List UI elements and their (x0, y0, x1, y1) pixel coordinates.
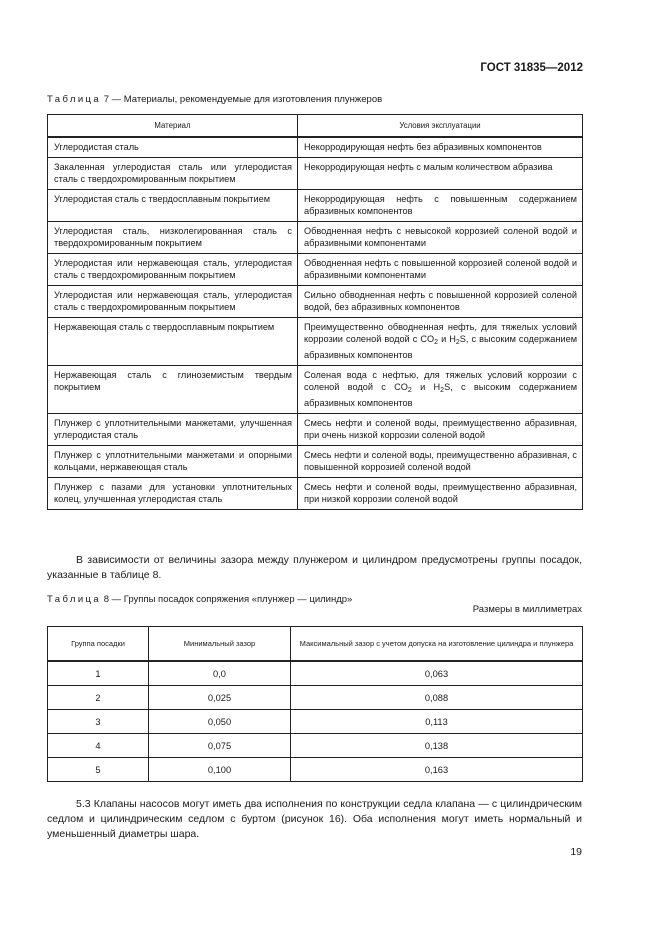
conditions-cell: Смесь нефти и соленой воды, преимущественно абразивная, при низкой коррозии соленой водой (298, 478, 583, 510)
table-row (48, 190, 583, 222)
min-gap-cell: 0,0 (149, 661, 291, 686)
conditions-cell: Некорродирующая нефть без абразивных компонентов (298, 137, 583, 158)
table-row (48, 686, 583, 710)
table-row (48, 137, 583, 158)
paragraph-valves: 5.3 Клапаны насосов могут иметь два исполнения по конструкции седла клапана — с цилиндрическим седлом и цилиндрическим седлом с буртом (рисунок 16). Оба исполнения могут иметь нормальный и уменьшенный диаметры шара. (47, 798, 582, 840)
max-gap-cell: 0,138 (291, 734, 583, 758)
fit-group-cell: 1 (48, 661, 149, 686)
table7-caption: Таблица 7 — Материалы, рекомендуемые для изготовления плунжеров (47, 94, 383, 105)
conditions-cell: Соленая вода с нефтью, для тяжелых условий коррозии с соленой водой с $CO_2$ и $H_2S$, с высоким содержанием абразивных компонентов (298, 366, 583, 414)
table-row (48, 758, 583, 782)
table-row (48, 661, 583, 686)
min-gap-cell: 0,100 (149, 758, 291, 782)
material-cell: Углеродистая или нержавеющая сталь, углеродистая сталь с твердохромированным покрытием (48, 254, 298, 286)
conditions-cell: Смесь нефти и соленой воды, преимущественно абразивная, при очень низкой коррозии соленой водой (298, 414, 583, 446)
fit-group-cell: 4 (48, 734, 149, 758)
conditions-cell: Обводненная нефть с повышенной коррозией соленой водой и абразивными компонентами (298, 254, 583, 286)
fit-group-cell: 5 (48, 758, 149, 782)
paragraph-fit-groups: В зависимости от величины зазора между плунжером и цилиндром предусмотрены группы посадок, указанные в таблице 8. (47, 554, 582, 581)
materials-table (47, 114, 583, 510)
fit-groups-table (47, 626, 583, 782)
table-row (48, 414, 583, 446)
max-gap-cell: 0,163 (291, 758, 583, 782)
table-row (48, 734, 583, 758)
material-cell: Закаленная углеродистая сталь или углеродистая сталь с твердохромированным покрытием (48, 158, 298, 190)
max-gap-cell: 0,088 (291, 686, 583, 710)
page-number: 19 (570, 846, 582, 858)
fit-group-cell: 2 (48, 686, 149, 710)
fit-group-cell: 3 (48, 710, 149, 734)
table-row (48, 446, 583, 478)
conditions-cell: Некорродирующая нефть с повышенным содержанием абразивных компонентов (298, 190, 583, 222)
max-gap-cell: 0,113 (291, 710, 583, 734)
units-note: Размеры в миллиметрах (472, 604, 582, 615)
conditions-cell: Обводненная нефть с невысокой коррозией соленой водой и абразивными компонентами (298, 222, 583, 254)
table-row (48, 222, 583, 254)
header-min-gap: Минимальный зазор (149, 627, 291, 662)
table-header-row (48, 115, 583, 138)
material-cell: Нержавеющая сталь с глиноземистым твердым покрытием (48, 366, 298, 414)
min-gap-cell: 0,050 (149, 710, 291, 734)
conditions-cell: Смесь нефти и соленой воды, преимущественно абразивная, с повышенной коррозией соленой водой (298, 446, 583, 478)
conditions-cell: Сильно обводненная нефть с повышенной коррозией соленой водой, без абразивных компонентов (298, 286, 583, 318)
table-row (48, 158, 583, 190)
material-cell: Плунжер с пазами для установки уплотнительных колец, улучшенная углеродистая сталь (48, 478, 298, 510)
header-fit-group: Группа посадки (48, 627, 149, 662)
material-cell: Углеродистая сталь, низколегированная сталь с твердохромированным покрытием (48, 222, 298, 254)
material-cell: Плунжер с уплотнительными манжетами, улучшенная углеродистая сталь (48, 414, 298, 446)
table8-caption: Таблица 8 — Группы посадок сопряжения «плунжер — цилиндр» (47, 594, 353, 605)
material-cell: Плунжер с уплотнительными манжетами и опорными кольцами, нержавеющая сталь (48, 446, 298, 478)
table-row (48, 710, 583, 734)
table-row (48, 254, 583, 286)
document-code: ГОСТ 31835—2012 (480, 62, 583, 74)
min-gap-cell: 0,025 (149, 686, 291, 710)
min-gap-cell: 0,075 (149, 734, 291, 758)
table-header-row (48, 627, 583, 662)
header-max-gap: Максимальный зазор с учетом допуска на изготовление цилиндра и плунжера (291, 627, 583, 662)
table-row (48, 318, 583, 366)
table-row (48, 366, 583, 414)
header-conditions: Условия эксплуатации (298, 115, 583, 138)
conditions-cell: Преимущественно обводненная нефть, для тяжелых условий коррозии соленой водой с $CO_2$ и $H_2S$, с высоким содержанием абразивных компонентов (298, 318, 583, 366)
material-cell: Углеродистая сталь (48, 137, 298, 158)
material-cell: Углеродистая сталь с твердосплавным покрытием (48, 190, 298, 222)
conditions-cell: Некорродирующая нефть с малым количеством абразива (298, 158, 583, 190)
header-material: Материал (48, 115, 298, 138)
max-gap-cell: 0,063 (291, 661, 583, 686)
material-cell: Нержавеющая сталь с твердосплавным покрытием (48, 318, 298, 366)
table-row (48, 286, 583, 318)
material-cell: Углеродистая или нержавеющая сталь, углеродистая сталь с твердохромированным покрытием (48, 286, 298, 318)
table-row (48, 478, 583, 510)
